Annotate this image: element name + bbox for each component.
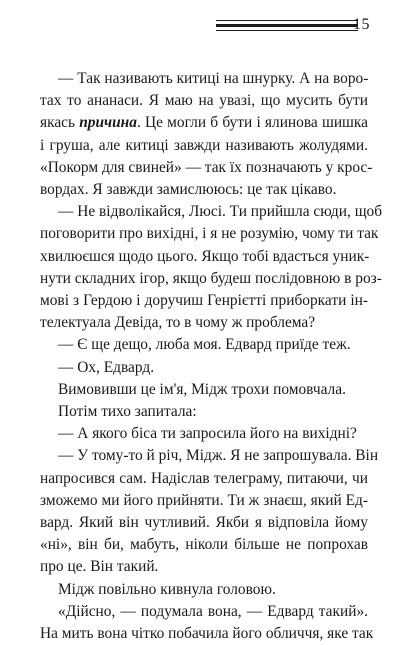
text-line xyxy=(40,312,368,334)
text-segment: На мить вона чітко побачила його обличчя, яке так xyxy=(40,625,374,643)
text-segment: «ні», він би, мабуть, ніколи більше не попрохав xyxy=(40,536,368,554)
text-segment: нути складних ігор, якщо будеш послідовною в роз- xyxy=(40,269,382,287)
text-segment: — У тому-то й річ, Мідж. Я не запрошувала. Він xyxy=(58,447,379,465)
text-segment: телектуала Девіда, то в чому ж проблема? xyxy=(40,314,316,332)
text-segment: вард. Який він чутливий. Якби я відповіла йому xyxy=(40,514,368,532)
text-segment: про це. Він такий. xyxy=(40,558,159,576)
text-line xyxy=(40,135,368,157)
text-line xyxy=(40,112,368,134)
text-segment: «Дійсно, — подумала вона, — Едвард такий». xyxy=(58,602,368,620)
page-number: 15 xyxy=(353,16,370,33)
text-line xyxy=(40,534,368,556)
text-segment: — Не відволікайся, Люсі. Ти прийшла сюди, щоб xyxy=(58,203,383,221)
text-line xyxy=(40,401,368,423)
text-line xyxy=(40,490,368,512)
text-line xyxy=(40,623,374,645)
text-segment: тах то ананаси. Я маю на увазі, що мусить бути xyxy=(40,92,368,110)
text-segment: — Є ще дещо, люба моя. Едвард приїде теж. xyxy=(58,336,351,354)
text-line xyxy=(40,334,368,356)
text-segment: — Так називають китиці на шнурку. А на воро- xyxy=(58,70,369,87)
text-segment: мові з Гердою і доручиш Генрієтті приборкати ін- xyxy=(40,292,368,310)
text-line xyxy=(40,601,368,623)
header-rule xyxy=(216,24,358,27)
text-segment: «Покорм для свиней» — так їх позначають у крос- xyxy=(40,158,373,176)
text-line xyxy=(40,423,368,445)
text-segment: Вимовивши це ім'я, Мідж трохи помовчала. xyxy=(58,380,346,398)
text-segment: якась xyxy=(40,114,80,132)
text-line xyxy=(40,357,368,379)
text-segment: хвилюєшся щодо цього. Якщо тобі вдасться уник- xyxy=(40,247,370,265)
text-line xyxy=(40,468,368,490)
text-segment: — Ох, Едвард. xyxy=(58,358,155,376)
header-rule xyxy=(216,20,358,21)
text-line xyxy=(40,579,368,601)
text-line xyxy=(40,223,379,245)
running-header xyxy=(40,14,370,40)
emphasized-word: причина xyxy=(79,114,137,132)
text-segment: — А якого біса ти запросила його на вихідні? xyxy=(58,425,357,443)
text-line xyxy=(40,157,373,179)
book-page-text xyxy=(40,68,383,645)
text-line xyxy=(40,379,368,401)
text-line xyxy=(40,556,368,578)
text-segment: і груша, але китиці завжди називають жолудями. xyxy=(40,136,368,154)
text-line xyxy=(40,90,368,112)
text-line xyxy=(40,179,368,201)
text-segment: Мідж повільно кивнула головою. xyxy=(58,580,276,598)
text-segment: Потім тихо запитала: xyxy=(58,403,197,421)
text-segment: напросився сам. Надіслав телеграму, питаючи, чи xyxy=(40,469,368,487)
text-segment: зможемо ми його прийняти. Ти ж знаєш, який Ед- xyxy=(40,491,368,509)
text-line xyxy=(40,68,368,90)
text-segment: поговорити про вихідні, і я не розумію, чому ти так xyxy=(40,225,379,243)
text-line xyxy=(40,445,379,467)
text-line xyxy=(40,268,382,290)
text-line xyxy=(40,246,368,268)
text-line xyxy=(40,201,383,223)
text-line xyxy=(40,290,368,312)
header-rule xyxy=(216,30,358,31)
text-segment: . Це могли б бути і ялинова шишка xyxy=(136,114,368,132)
text-segment: вордах. Я завжди замислююсь: це так цікаво. xyxy=(40,181,337,199)
text-line xyxy=(40,512,368,534)
